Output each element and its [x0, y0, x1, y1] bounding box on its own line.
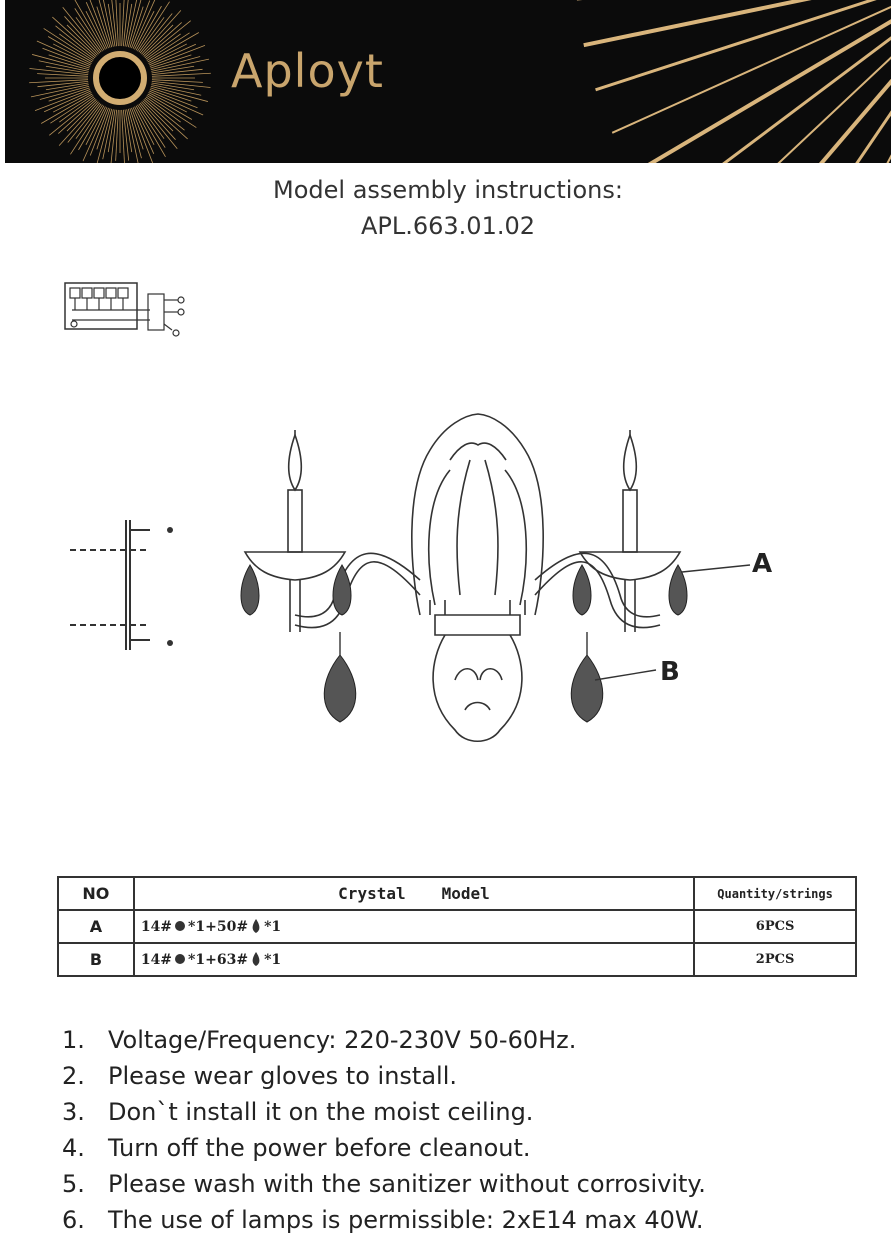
list-item: 4. Turn off the power before cleanout.	[62, 1134, 531, 1162]
crystal-spec-table	[57, 876, 857, 977]
teardrop-crystal-icon	[250, 919, 262, 933]
list-item: 6. The use of lamps is permissible: 2xE14 max 40W.	[62, 1206, 704, 1234]
row-model: 14# *1+50# *1	[134, 910, 694, 943]
table-row	[58, 943, 856, 976]
list-item: 3. Don`t install it on the moist ceiling.	[62, 1098, 534, 1126]
header-crystal: Crystal	[338, 884, 406, 903]
list-item: 5. Please wash with the sanitizer without corrosivity.	[62, 1170, 706, 1198]
teardrop-crystal-icon	[250, 952, 262, 966]
header-quantity: Quantity/strings	[694, 877, 856, 910]
list-item: 2. Please wear gloves to install.	[62, 1062, 457, 1090]
label-b: B	[660, 657, 680, 687]
row-qty: 2PCS	[694, 943, 856, 976]
page-title: Model assembly instructions:	[273, 176, 623, 204]
header-crystal-model	[134, 877, 694, 910]
model-number: APL.663.01.02	[360, 212, 536, 240]
row-no: A	[58, 910, 134, 943]
round-crystal-icon	[174, 952, 186, 966]
table-row	[58, 910, 856, 943]
row-no: B	[58, 943, 134, 976]
mounting-bracket-diagram	[60, 510, 190, 660]
label-a: A	[752, 549, 773, 579]
list-item: 1. Voltage/Frequency: 220-230V 50-60Hz.	[62, 1026, 577, 1054]
header-no: NO	[58, 877, 134, 910]
brand-logo: Aployt	[231, 44, 384, 98]
wall-lamp-diagram	[220, 400, 800, 760]
notes-list	[62, 1022, 706, 1238]
round-crystal-icon	[174, 919, 186, 933]
row-qty: 6PCS	[694, 910, 856, 943]
table-header-row	[58, 877, 856, 910]
header-banner	[5, 0, 891, 163]
sunburst-icon	[5, 0, 891, 163]
wiring-diagram	[60, 280, 200, 340]
header-model: Model	[441, 884, 490, 903]
row-model: 14# *1+63# *1	[134, 943, 694, 976]
